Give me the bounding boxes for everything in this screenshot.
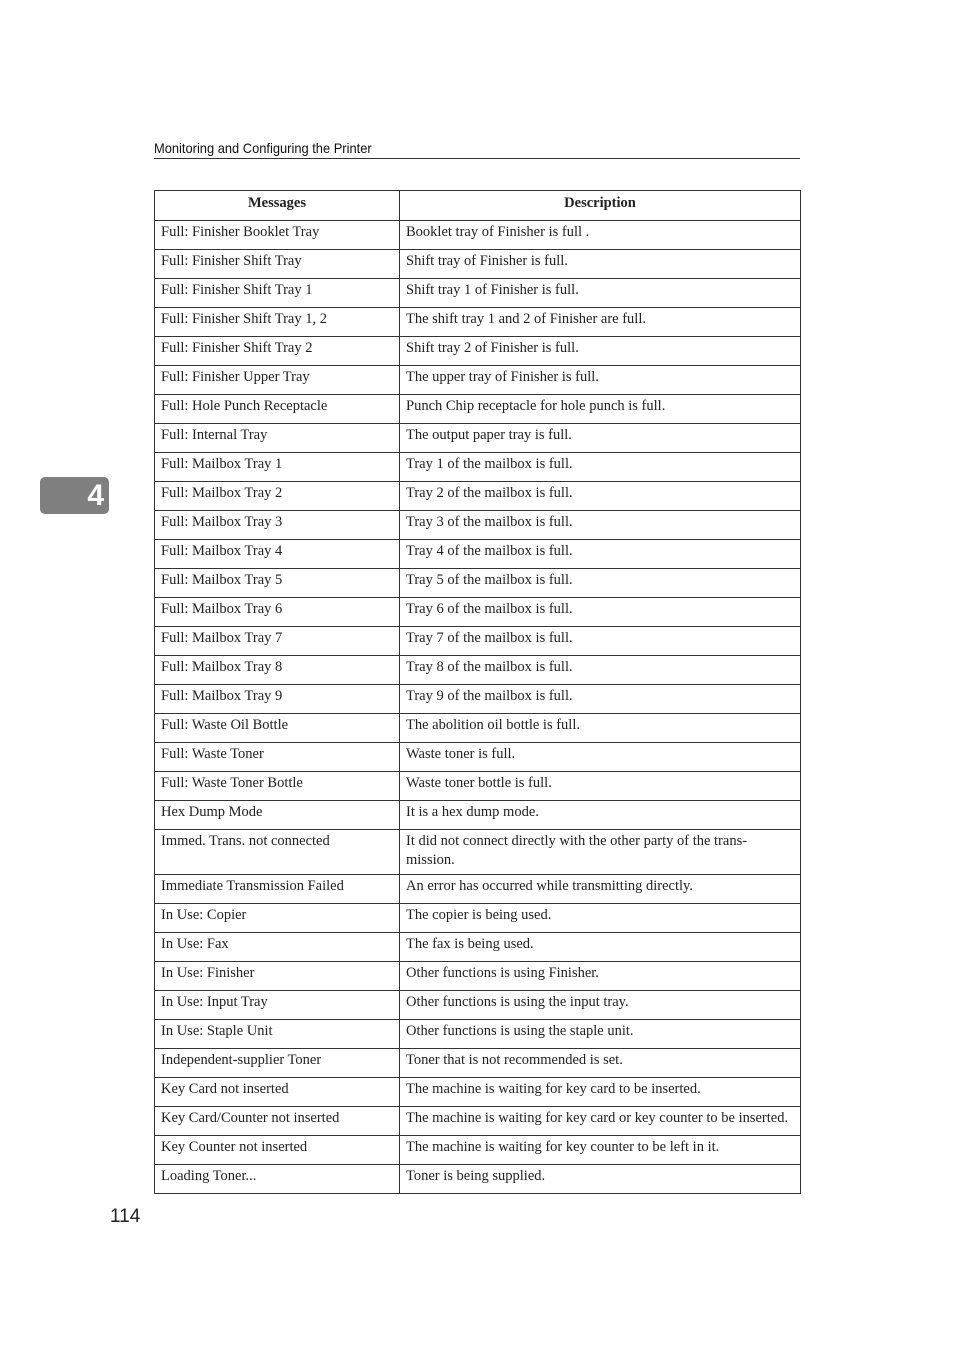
message-cell: Full: Mailbox Tray 9: [155, 685, 400, 714]
table-row: [155, 1136, 801, 1165]
description-cell: Toner that is not recommended is set.: [400, 1049, 801, 1078]
table-body: [155, 221, 801, 1194]
message-cell: Full: Mailbox Tray 4: [155, 540, 400, 569]
description-cell: Shift tray of Finisher is full.: [400, 250, 801, 279]
table-row: [155, 424, 801, 453]
description-cell: The machine is waiting for key card or key counter to be inserted.: [400, 1107, 801, 1136]
message-cell: Full: Mailbox Tray 2: [155, 482, 400, 511]
description-cell: Tray 8 of the mailbox is full.: [400, 656, 801, 685]
table-row: [155, 482, 801, 511]
message-cell: Full: Finisher Shift Tray: [155, 250, 400, 279]
message-cell: Full: Mailbox Tray 1: [155, 453, 400, 482]
description-cell: Other functions is using Finisher.: [400, 962, 801, 991]
message-cell: Full: Finisher Upper Tray: [155, 366, 400, 395]
table-row: [155, 1165, 801, 1194]
table-row: [155, 598, 801, 627]
running-header-title: Monitoring and Configuring the Printer: [154, 140, 372, 156]
description-cell: Tray 5 of the mailbox is full.: [400, 569, 801, 598]
description-cell: The upper tray of Finisher is full.: [400, 366, 801, 395]
chapter-tab: [40, 477, 109, 514]
message-cell: Loading Toner...: [155, 1165, 400, 1194]
message-cell: Full: Waste Toner Bottle: [155, 772, 400, 801]
table-row: [155, 875, 801, 904]
description-cell: The machine is waiting for key card to be inserted.: [400, 1078, 801, 1107]
table-row: [155, 714, 801, 743]
description-cell: The copier is being used.: [400, 904, 801, 933]
message-cell: Full: Internal Tray: [155, 424, 400, 453]
message-cell: Key Counter not inserted: [155, 1136, 400, 1165]
table-row: [155, 337, 801, 366]
message-cell: In Use: Fax: [155, 933, 400, 962]
column-header-messages: Messages: [155, 191, 400, 221]
description-cell: The output paper tray is full.: [400, 424, 801, 453]
message-cell: Full: Finisher Shift Tray 2: [155, 337, 400, 366]
description-cell: It did not connect directly with the other party of the trans-mission.: [400, 830, 801, 875]
description-cell: Tray 4 of the mailbox is full.: [400, 540, 801, 569]
table-row: [155, 743, 801, 772]
table-row: [155, 801, 801, 830]
table-header-row: [155, 191, 801, 221]
message-cell: Immed. Trans. not connected: [155, 830, 400, 875]
chapter-number: 4: [87, 479, 104, 512]
messages-table: [154, 190, 801, 1194]
description-cell: Tray 3 of the mailbox is full.: [400, 511, 801, 540]
message-cell: Full: Waste Oil Bottle: [155, 714, 400, 743]
description-cell: Tray 1 of the mailbox is full.: [400, 453, 801, 482]
description-cell: The shift tray 1 and 2 of Finisher are full.: [400, 308, 801, 337]
message-cell: Full: Finisher Booklet Tray: [155, 221, 400, 250]
message-cell: Key Card/Counter not inserted: [155, 1107, 400, 1136]
description-cell: Shift tray 1 of Finisher is full.: [400, 279, 801, 308]
table-row: [155, 1078, 801, 1107]
table-row: [155, 250, 801, 279]
table-row: [155, 904, 801, 933]
description-cell: Toner is being supplied.: [400, 1165, 801, 1194]
table-row: [155, 1049, 801, 1078]
message-cell: In Use: Staple Unit: [155, 1020, 400, 1049]
table-row: [155, 962, 801, 991]
message-cell: In Use: Input Tray: [155, 991, 400, 1020]
table-row: [155, 627, 801, 656]
message-cell: Full: Mailbox Tray 5: [155, 569, 400, 598]
table-row: [155, 221, 801, 250]
message-cell: Full: Mailbox Tray 8: [155, 656, 400, 685]
message-cell: Independent-supplier Toner: [155, 1049, 400, 1078]
table-row: [155, 511, 801, 540]
table-row: [155, 830, 801, 875]
running-header: [154, 138, 800, 159]
table-row: [155, 366, 801, 395]
description-cell: Other functions is using the input tray.: [400, 991, 801, 1020]
message-cell: Hex Dump Mode: [155, 801, 400, 830]
table-row: [155, 933, 801, 962]
description-cell: Waste toner bottle is full.: [400, 772, 801, 801]
message-cell: Full: Hole Punch Receptacle: [155, 395, 400, 424]
table-row: [155, 991, 801, 1020]
description-cell: Booklet tray of Finisher is full .: [400, 221, 801, 250]
description-cell: Punch Chip receptacle for hole punch is full.: [400, 395, 801, 424]
message-cell: Full: Mailbox Tray 6: [155, 598, 400, 627]
message-cell: Immediate Transmission Failed: [155, 875, 400, 904]
description-cell: Tray 7 of the mailbox is full.: [400, 627, 801, 656]
column-header-description: Description: [400, 191, 801, 221]
table-row: [155, 772, 801, 801]
description-cell: Waste toner is full.: [400, 743, 801, 772]
table-row: [155, 1107, 801, 1136]
description-cell: An error has occurred while transmitting directly.: [400, 875, 801, 904]
message-cell: Full: Mailbox Tray 7: [155, 627, 400, 656]
description-cell: The abolition oil bottle is full.: [400, 714, 801, 743]
description-cell: Tray 6 of the mailbox is full.: [400, 598, 801, 627]
message-cell: Full: Finisher Shift Tray 1: [155, 279, 400, 308]
table-row: [155, 395, 801, 424]
table-row: [155, 279, 801, 308]
table-row: [155, 569, 801, 598]
description-cell: Tray 9 of the mailbox is full.: [400, 685, 801, 714]
description-cell: The machine is waiting for key counter to be left in it.: [400, 1136, 801, 1165]
message-cell: Key Card not inserted: [155, 1078, 400, 1107]
description-cell: The fax is being used.: [400, 933, 801, 962]
table-row: [155, 656, 801, 685]
table-row: [155, 453, 801, 482]
description-cell: It is a hex dump mode.: [400, 801, 801, 830]
message-cell: In Use: Finisher: [155, 962, 400, 991]
message-cell: Full: Waste Toner: [155, 743, 400, 772]
table-row: [155, 1020, 801, 1049]
message-cell: In Use: Copier: [155, 904, 400, 933]
table-row: [155, 308, 801, 337]
page-number: 114: [110, 1206, 141, 1227]
message-cell: Full: Mailbox Tray 3: [155, 511, 400, 540]
description-cell: Shift tray 2 of Finisher is full.: [400, 337, 801, 366]
table-row: [155, 540, 801, 569]
message-cell: Full: Finisher Shift Tray 1, 2: [155, 308, 400, 337]
description-cell: Other functions is using the staple unit.: [400, 1020, 801, 1049]
description-cell: Tray 2 of the mailbox is full.: [400, 482, 801, 511]
table-row: [155, 685, 801, 714]
